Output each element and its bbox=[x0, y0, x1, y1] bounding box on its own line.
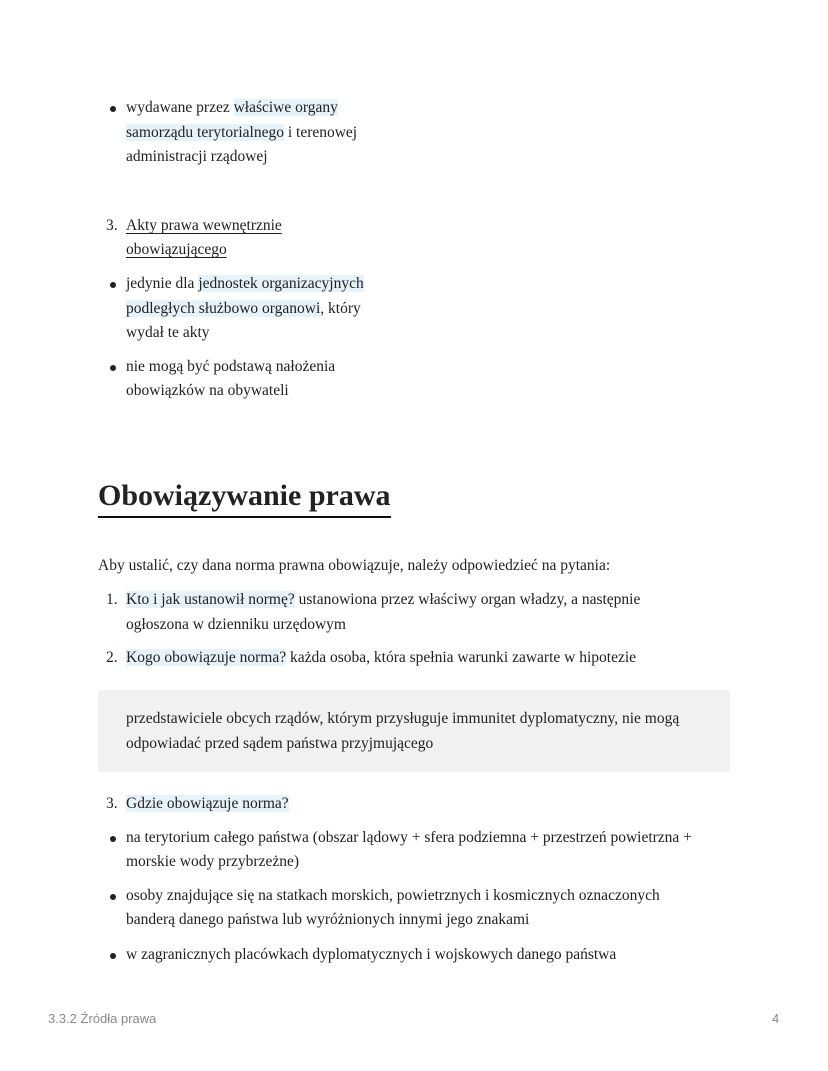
list-item: nie mogą być podstawą nałożenia bbox=[126, 358, 336, 375]
list-number: 2. bbox=[106, 649, 118, 666]
intro-text: Aby ustalić, czy dana norma prawna obowiązuje, należy odpowiedzieć na pytania: bbox=[98, 557, 611, 574]
item-text: każda osoba, która spełnia warunki zawarte w hipotezie bbox=[286, 649, 637, 666]
list-number: 1. bbox=[106, 591, 118, 608]
list-item bbox=[126, 272, 364, 297]
list-number: 3. bbox=[106, 795, 118, 812]
bullet-marker bbox=[110, 365, 116, 371]
list-item-title: obowiązującego bbox=[126, 241, 227, 258]
list-item-line bbox=[126, 121, 357, 146]
list-item-line: ogłoszona w dzienniku urzędowym bbox=[126, 616, 346, 633]
highlighted-text: Gdzie obowiązuje norma? bbox=[126, 795, 289, 812]
list-item-line: morskie wody przybrzeżne) bbox=[126, 853, 300, 870]
list-item-line: banderą danego państwa lub wyróżnionych innymi jego znakami bbox=[126, 911, 530, 928]
bullet-marker bbox=[110, 282, 116, 288]
list-item bbox=[126, 646, 636, 671]
highlighted-text: samorządu terytorialnego bbox=[126, 124, 284, 141]
list-item: na terytorium całego państwa (obszar lądowy + sfera podziemna + przestrzeń powietrzna + bbox=[126, 829, 692, 846]
list-item-line bbox=[126, 297, 361, 322]
list-item-line: administracji rządowej bbox=[126, 148, 268, 165]
highlighted-text: jednostek organizacyjnych bbox=[198, 275, 364, 292]
list-item-line: wydał te akty bbox=[126, 324, 210, 341]
list-item-line: obowiązków na obywateli bbox=[126, 382, 289, 399]
bullet-text: , który bbox=[320, 300, 361, 317]
highlighted-text: podległych służbowo organowi bbox=[126, 300, 321, 317]
item-text: ustanowiona przez właściwy organ władzy, a następnie bbox=[294, 591, 641, 608]
list-item bbox=[126, 588, 640, 613]
bullet-text: wydawane przez bbox=[126, 99, 234, 116]
bullet-marker bbox=[110, 836, 116, 842]
bullet-marker bbox=[110, 953, 116, 959]
footer-title: 3.3.2 Źródła prawa bbox=[48, 1011, 157, 1026]
section-heading: Obowiązywanie prawa bbox=[98, 478, 391, 518]
list-item bbox=[126, 792, 289, 817]
page-number: 4 bbox=[772, 1011, 780, 1026]
bullet-marker bbox=[110, 894, 116, 900]
list-item: osoby znajdujące się na statkach morskich, powietrznych i kosmicznych oznaczonych bbox=[126, 887, 660, 904]
callout-text: odpowiadać przed sądem państwa przyjmującego bbox=[126, 735, 434, 752]
list-item bbox=[126, 96, 338, 121]
highlighted-text: właściwe organy bbox=[233, 99, 338, 116]
list-item: w zagranicznych placówkach dyplomatycznych i wojskowych danego państwa bbox=[126, 946, 617, 963]
bullet-marker bbox=[110, 106, 116, 112]
bullet-text: i terenowej bbox=[283, 124, 358, 141]
list-number: 3. bbox=[106, 217, 118, 234]
bullet-text: jedynie dla bbox=[126, 275, 199, 292]
callout-text: przedstawiciele obcych rządów, którym przysługuje immunitet dyplomatyczny, nie mogą bbox=[126, 710, 680, 727]
list-item-title: Akty prawa wewnętrznie bbox=[126, 217, 282, 234]
highlighted-text: Kogo obowiązuje norma? bbox=[126, 649, 287, 666]
highlighted-text: Kto i jak ustanowił normę? bbox=[126, 591, 295, 608]
